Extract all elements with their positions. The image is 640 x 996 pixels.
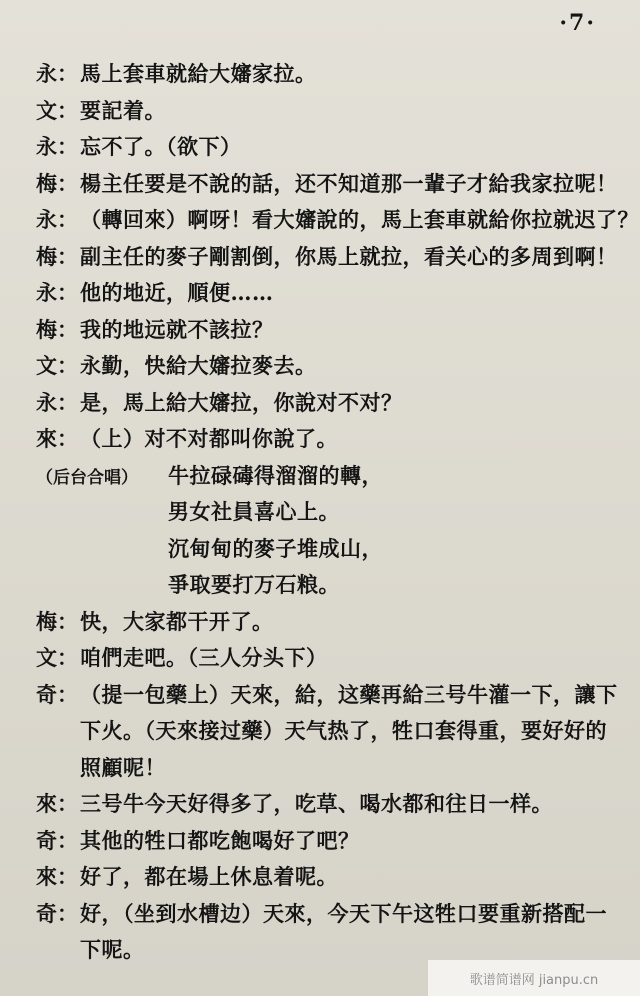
dialogue-text: 忘不了。（欲下）	[80, 134, 242, 159]
dialogue-continuation	[36, 715, 616, 752]
speaker-label: 永：	[36, 61, 78, 86]
dialogue-text: 永勤，快給大嬸拉麥去。	[80, 353, 317, 378]
dialogue-line	[36, 788, 616, 825]
speaker-label: 永：	[36, 280, 78, 305]
dialogue-line	[36, 168, 616, 205]
dialogue-line	[36, 58, 616, 95]
dialogue-text: 副主任的麥子剛割倒，你馬上就拉，看关心的多周到啊！	[80, 243, 618, 269]
dialogue-line	[36, 350, 616, 387]
song-line	[36, 569, 616, 606]
song-line	[36, 533, 616, 570]
page-number: ·7·	[559, 10, 596, 36]
speaker-label: 梅：	[36, 170, 78, 196]
song-text: 爭取要打万石粮。	[168, 572, 340, 597]
speaker-label: 奇：	[36, 681, 78, 707]
speaker-label: 奇：	[36, 900, 78, 926]
dialogue-line	[36, 642, 616, 679]
dialogue-line	[36, 679, 616, 716]
song-text: 男女社員喜心上。	[168, 499, 340, 524]
dialogue-line	[36, 241, 616, 278]
speaker-label: 永：	[36, 389, 78, 415]
dialogue-line	[36, 277, 616, 314]
dialogue-text: 他的地近，順便……	[80, 280, 274, 305]
speaker-label: 梅：	[36, 316, 78, 342]
dialogue-text: 下呢。	[80, 937, 145, 962]
dialogue-line	[36, 95, 616, 132]
dialogue-text: 我的地远就不該拉？	[80, 316, 274, 342]
dialogue-line	[36, 131, 616, 168]
dialogue-line	[36, 423, 616, 460]
speaker-label: 文：	[36, 97, 78, 123]
speaker-label: 文：	[36, 353, 78, 378]
song-line	[36, 460, 616, 497]
chorus-label: （后台合唱）	[36, 467, 138, 488]
speaker-label: 永：	[36, 207, 78, 232]
dialogue-line	[36, 898, 616, 935]
dialogue-text: 好，（坐到水槽边）天來，今天下午这牲口要重新搭配一	[80, 900, 607, 926]
speaker-label: 來：	[36, 791, 78, 816]
song-text: 牛拉碌碡得溜溜的轉，	[168, 462, 383, 488]
dialogue-line	[36, 606, 616, 643]
dialogue-text: 咱們走吧。（三人分头下）	[80, 645, 328, 670]
speaker-label: 奇：	[36, 827, 78, 853]
dialogue-line	[36, 825, 616, 862]
dialogue-text: 好了，都在場上休息着呢。	[80, 864, 338, 889]
dialogue-text: （上）对不对都叫你說了。	[80, 426, 338, 451]
dialogue-continuation	[36, 752, 616, 789]
dialogue-line	[36, 387, 616, 424]
dialogue-line	[36, 204, 639, 241]
dialogue-text: 快，大家都干开了。	[80, 608, 274, 634]
song-text: 沉甸甸的麥子堆成山，	[168, 535, 383, 561]
dialogue-text: 馬上套車就給大嬸家拉。	[80, 61, 317, 86]
site-watermark: 歌谱简谱网 jianpu.cn	[428, 960, 640, 996]
dialogue-line	[36, 314, 616, 351]
dialogue-text: 是，馬上給大嬸拉，你說对不对？	[80, 389, 403, 415]
speaker-label: 來：	[36, 864, 78, 889]
script-body	[36, 58, 639, 971]
song-line	[36, 496, 616, 533]
speaker-label: 文：	[36, 645, 78, 670]
speaker-label: 來：	[36, 426, 78, 451]
speaker-label: 梅：	[36, 608, 78, 634]
dialogue-text: 其他的牲口都吃飽喝好了吧？	[80, 827, 360, 853]
speaker-label: 梅：	[36, 243, 78, 269]
speaker-label: 永：	[36, 134, 78, 159]
dialogue-text: （提一包藥上）天來，給，这藥再給三号牛灌一下，讓下	[80, 681, 618, 707]
dialogue-line	[36, 861, 616, 898]
dialogue-text: 照顧呢！	[80, 754, 166, 780]
dialogue-text: 要記着。	[80, 97, 166, 123]
dialogue-text: （轉回來）啊呀！看大嬸說的，馬上套車就給你拉就迟了？	[80, 207, 639, 232]
dialogue-text: 三号牛今天好得多了，吃草、喝水都和往日一样。	[80, 791, 553, 816]
dialogue-text: 楊主任要是不說的話，还不知道那一輩子才給我家拉呢！	[80, 170, 618, 196]
dialogue-text: 下火。（天來接过藥）天气热了，牲口套得重，要好好的	[80, 718, 607, 743]
